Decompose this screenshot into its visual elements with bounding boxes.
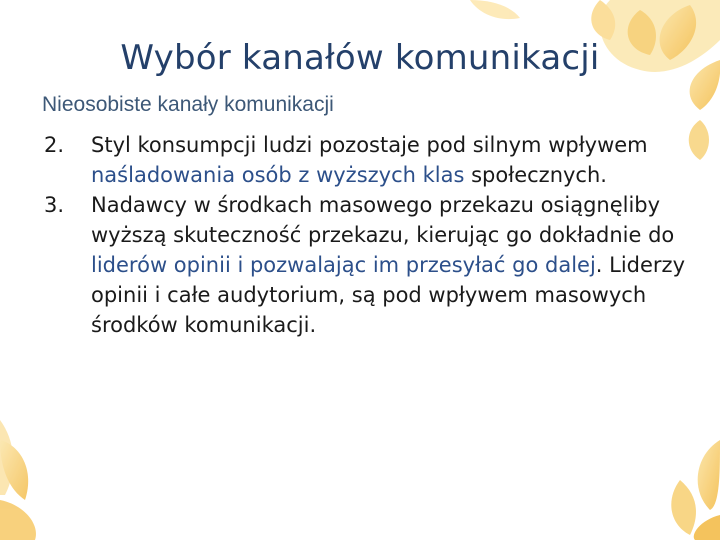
highlighted-text-segment: liderów opinii i pozwalając im przesyłać go dalej <box>91 253 596 277</box>
list-item-text <box>91 190 704 340</box>
slide-title: Wybór kanałów komunikacji <box>120 38 600 78</box>
list-item-text <box>91 130 704 190</box>
highlighted-text-segment: naśladowania osób z wyższych klas <box>91 163 465 187</box>
list-item <box>44 130 704 190</box>
numbered-list <box>44 130 704 340</box>
list-item-number: 2. <box>44 133 65 157</box>
list-item <box>44 190 704 340</box>
text-segment: społecznych. <box>464 163 607 187</box>
list-item-number: 3. <box>44 193 65 217</box>
text-segment: . Liderzy opinii i całe audytorium, są pod wpływem masowych środków komunikacji. <box>91 253 686 337</box>
text-segment: Styl konsumpcji ludzi pozostaje pod silnym wpływem <box>91 133 648 157</box>
slide-subtitle: Nieosobiste kanały komunikacji <box>42 93 334 116</box>
text-segment: Nadawcy w środkach masowego przekazu osiągnęliby wyższą skuteczność przekazu, kierując go dokładnie do <box>91 193 675 247</box>
leaf-cluster-left <box>0 420 36 540</box>
leaf-cluster-bottom-right <box>671 440 720 540</box>
